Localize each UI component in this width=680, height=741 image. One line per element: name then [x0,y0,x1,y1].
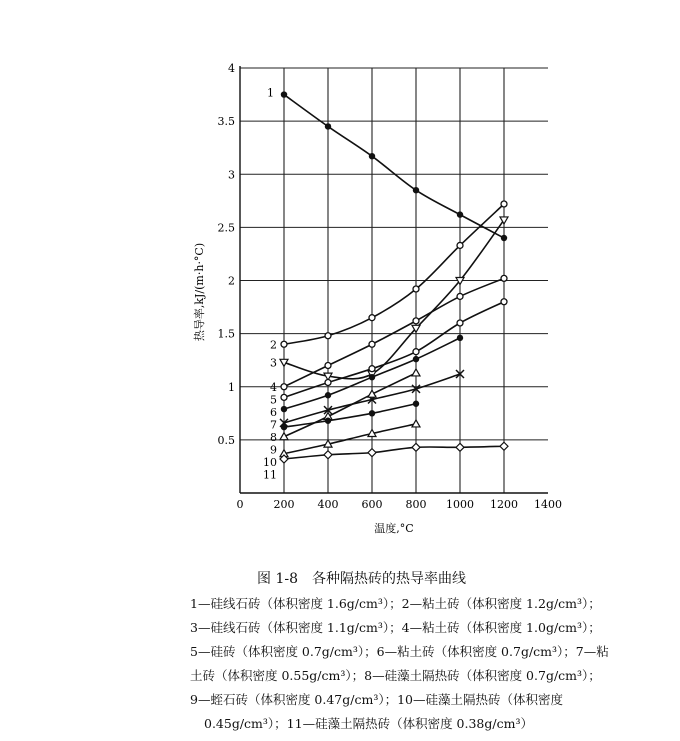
x-axis-label: 温度,°C [374,522,414,535]
data-point-11 [324,451,332,459]
y-tick-label: 0.5 [217,433,235,447]
x-tick-label: 400 [317,498,339,511]
data-point-6 [281,406,287,412]
legend-line-4: 土砖（体积密度 0.55g/cm³）；8—硅藻土隔热砖（体积密度 0.7g/cm³）； [190,668,601,683]
curve-label-4: 4 [270,380,277,394]
data-point-1 [281,91,287,97]
data-point-4 [369,341,375,347]
data-point-10 [412,420,420,427]
legend-line-3: 5—硅砖（体积密度 0.7g/cm³）；6—粘土砖（体积密度 0.7g/cm³）；7—粘 [190,644,609,659]
data-point-5 [457,320,463,326]
x-tick-label: 1200 [490,498,518,511]
data-point-2 [281,341,287,347]
data-point-6 [325,392,331,398]
data-point-2 [369,315,375,321]
data-point-11 [368,449,376,457]
legend-line-1: 1—硅线石砖（体积密度 1.6g/cm³）；2—粘土砖（体积密度 1.2g/cm³）； [190,596,601,611]
y-tick-label: 1.5 [217,327,235,341]
data-point-1 [413,187,419,193]
data-point-2 [325,333,331,339]
data-point-2 [413,286,419,292]
data-point-5 [369,366,375,372]
curve-label-7: 7 [270,418,277,432]
series-line-3 [284,220,504,379]
legend-line-6: 0.45g/cm³）；11—硅藻土隔热砖（体积密度 0.38g/cm³） [204,716,533,731]
x-tick-label: 600 [361,498,383,511]
curve-label-3: 3 [270,356,277,370]
y-tick-label: 1 [228,380,235,394]
data-point-9 [325,418,331,424]
legend-line-2: 3—硅线石砖（体积密度 1.1g/cm³）；4—粘土砖（体积密度 1.0g/cm³）； [190,620,601,635]
x-tick-label: 800 [405,498,427,511]
data-point-5 [325,380,331,386]
curve-label-8: 8 [270,430,277,444]
data-point-4 [413,318,419,324]
series-line-9 [284,404,416,427]
y-axis-label: 热导率,kJ/(m·h·°C) [193,242,206,342]
x-tick-label: 1000 [446,498,474,511]
data-point-2 [501,201,507,207]
data-point-11 [500,442,508,450]
curve-label-9: 9 [270,443,277,457]
curve-label-11: 11 [263,468,277,482]
y-tick-label: 2.5 [217,221,235,235]
data-point-8 [412,369,420,376]
data-point-4 [325,363,331,369]
data-point-5 [501,299,507,305]
x-tick-label: 1400 [534,498,562,511]
y-tick-label: 4 [228,62,235,75]
data-point-1 [457,211,463,217]
data-point-9 [281,424,287,430]
data-point-1 [325,123,331,129]
data-point-11 [456,443,464,451]
y-tick-label: 3 [228,168,235,182]
data-point-6 [413,356,419,362]
data-point-4 [501,275,507,281]
series-line-11 [284,446,504,459]
data-point-1 [369,153,375,159]
curve-label-2: 2 [270,338,277,352]
data-point-9 [413,401,419,407]
data-point-4 [281,384,287,390]
data-point-5 [281,394,287,400]
curve-label-6: 6 [270,405,277,419]
data-point-1 [501,235,507,241]
data-point-11 [412,443,420,451]
curve-label-10: 10 [263,455,277,469]
data-point-6 [457,335,463,341]
series-line-4 [284,278,504,386]
data-point-2 [457,242,463,248]
series-line-2 [284,204,504,344]
data-point-9 [369,410,375,416]
data-point-5 [413,349,419,355]
data-point-6 [369,374,375,380]
y-tick-label: 3.5 [217,115,235,129]
y-tick-label: 2 [228,274,235,288]
data-point-4 [457,293,463,299]
curve-label-1: 1 [267,86,274,100]
curve-label-5: 5 [270,393,277,407]
series-line-8 [284,373,416,437]
series-line-1 [284,95,504,238]
x-tick-label: 0 [236,498,244,511]
legend-line-5: 9—蛭石砖（体积密度 0.47g/cm³）；10—硅藻土隔热砖（体积密度 [190,692,563,707]
figure-title: 图 1-8 各种隔热砖的热导率曲线 [257,571,466,587]
x-tick-label: 200 [273,498,295,511]
